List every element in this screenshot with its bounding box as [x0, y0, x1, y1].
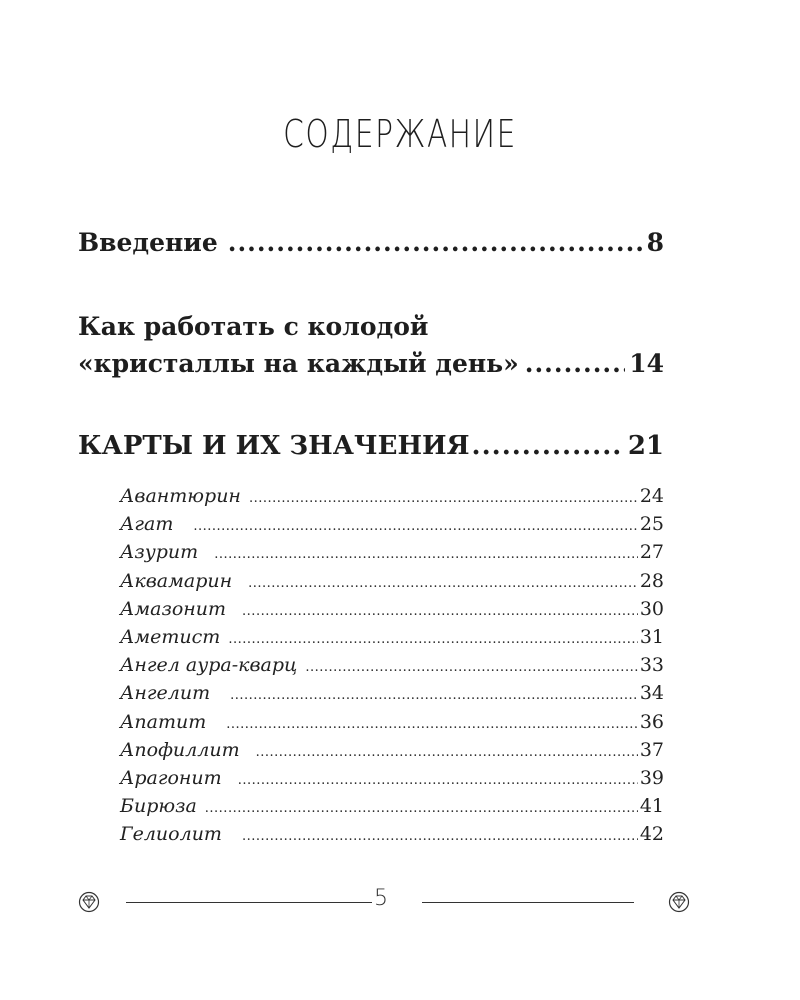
toc-sub-entry[interactable] — [120, 767, 664, 795]
toc-sub-entry-page: 37 — [639, 738, 664, 761]
toc-entry-introduction[interactable] — [78, 224, 664, 261]
toc-sub-entry[interactable] — [120, 795, 664, 823]
dot-leader — [214, 541, 638, 563]
toc-sub-entry-page: 34 — [639, 682, 664, 705]
toc-sub-entry[interactable] — [120, 541, 664, 569]
page-footer — [78, 884, 690, 920]
toc-sub-entry-title: Апофиллит — [120, 738, 240, 761]
toc-sub-entry-page: 27 — [639, 541, 664, 564]
toc-sub-entry[interactable] — [120, 654, 664, 682]
page-number: 5 — [374, 886, 388, 911]
toc-sub-entry-page: 41 — [639, 795, 664, 818]
toc-sub-entry-title: Азурит — [120, 541, 199, 564]
toc-sub-entry-title: Авантюрин — [120, 485, 241, 507]
toc-entry-page: 21 — [627, 431, 664, 461]
toc-sub-entry-page: 24 — [639, 485, 664, 507]
dot-leader — [242, 598, 638, 620]
toc-sub-entry-page: 33 — [639, 654, 664, 677]
toc-sub-entry[interactable] — [120, 682, 664, 710]
toc-sub-entry-title: Ангел аура-кварц — [120, 654, 298, 677]
dot-leader — [193, 513, 637, 535]
toc-sub-entry[interactable] — [120, 570, 664, 598]
footer-rule-right — [422, 902, 634, 903]
dot-leader — [256, 739, 638, 761]
dot-leader — [230, 682, 638, 704]
toc-sub-entry-title: Гелиолит — [120, 823, 222, 846]
toc-sub-entry-title: Апатит — [120, 710, 207, 733]
toc-sub-entry-page: 39 — [639, 766, 664, 789]
toc-sub-entry[interactable] — [120, 823, 664, 851]
toc-sub-entry[interactable] — [120, 598, 664, 626]
toc-sub-entry-page: 31 — [639, 625, 664, 648]
dot-leader — [472, 428, 624, 465]
toc-sub-entry-page: 42 — [639, 823, 664, 846]
toc-sub-entry-title: Амазонит — [120, 597, 227, 620]
dot-leader — [238, 767, 638, 789]
page-title: СОДЕРЖАНИЕ — [283, 112, 517, 156]
toc-entry-page: 14 — [629, 349, 664, 378]
dot-leader — [226, 711, 638, 733]
toc-sub-entry-title: Аквамарин — [120, 569, 233, 592]
crystal-ornament-icon — [668, 891, 690, 913]
toc-sub-entry-page: 36 — [639, 710, 664, 733]
dot-leader — [248, 570, 638, 592]
dot-leader — [242, 823, 638, 845]
toc-entry-how-to-work[interactable] — [78, 308, 664, 382]
dot-leader — [249, 485, 638, 507]
toc-sub-entry[interactable] — [120, 485, 664, 513]
footer-rule-left — [126, 902, 372, 903]
toc-sub-entry[interactable] — [120, 711, 664, 739]
toc-entry-title: Как работать с колодой — [78, 312, 429, 341]
toc-sub-entry[interactable] — [120, 739, 664, 767]
dot-leader — [228, 626, 638, 648]
toc-sub-entry-page: 28 — [639, 569, 664, 592]
dot-leader — [305, 654, 638, 676]
toc-sub-entry-title: Ангелит — [120, 682, 211, 705]
toc-entry-title: Введение — [78, 228, 218, 257]
toc-sub-entry[interactable] — [120, 626, 664, 654]
toc-entry-title: «кристаллы на каждый день» — [78, 349, 519, 378]
toc-entry-page: 8 — [646, 228, 664, 257]
toc-sub-entry[interactable] — [120, 513, 664, 541]
toc-entry-cards-meanings[interactable] — [78, 428, 664, 465]
toc-sub-list — [120, 485, 664, 851]
toc-sub-entry-page: 25 — [639, 513, 664, 536]
toc-entry-title: КАРТЫ И ИХ ЗНАЧЕНИЯ — [78, 431, 470, 461]
toc-sub-entry-title: Агат — [120, 513, 174, 536]
dot-leader — [228, 224, 643, 261]
dot-leader — [205, 795, 638, 817]
toc-sub-entry-page: 30 — [639, 597, 664, 620]
toc-sub-entry-title: Аметист — [120, 625, 221, 648]
crystal-ornament-icon — [78, 891, 100, 913]
toc-sub-entry-title: Арагонит — [120, 766, 222, 789]
dot-leader — [525, 345, 625, 382]
toc-sub-entry-title: Бирюза — [120, 795, 197, 818]
